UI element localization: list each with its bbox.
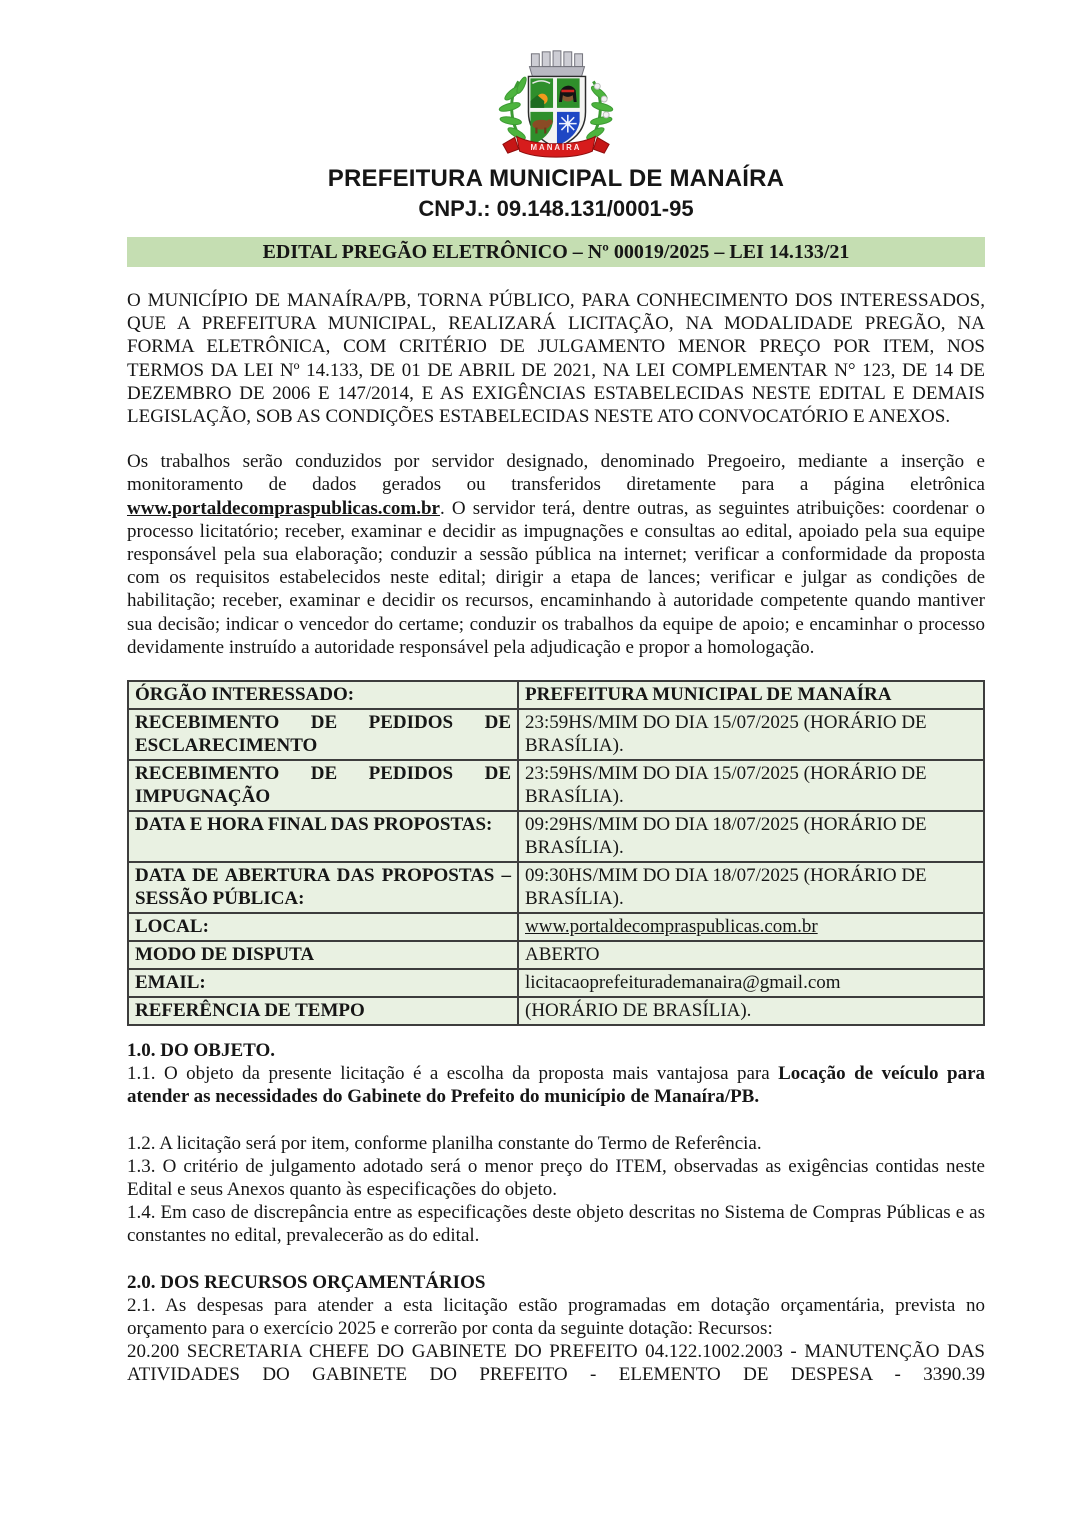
table-row-local — [128, 913, 984, 941]
portal-link[interactable]: www.portaldecompraspublicas.com.br — [127, 497, 440, 519]
table-row-esclarecimento — [128, 709, 984, 760]
row-value: 23:59HS/MIM DO DIA 15/07/2025 (HORÁRIO DE BRASÍLIA). — [518, 760, 984, 811]
table-row-modo-disputa — [128, 941, 984, 969]
table-row-hora-final — [128, 811, 984, 862]
crest-ribbon-text: MANAÍRA — [530, 143, 582, 153]
section-1-1-text: 1.1. O objeto da presente licitação é a escolha da proposta mais vantajosa para — [127, 1063, 779, 1085]
section-2-1-paragraph: 2.1. As despesas para atender a esta licitação estão programadas em dotação orçamentária, prevista no orçamento para o exercício 2025 e correrão por conta da seguinte dotação: Recursos: — [127, 1294, 985, 1340]
document-page — [127, 0, 985, 1387]
row-label: LOCAL: — [128, 913, 518, 941]
row-value: 09:29HS/MIM DO DIA 18/07/2025 (HORÁRIO DE BRASÍLIA). — [518, 811, 984, 862]
document-header — [127, 0, 985, 221]
section-1-3-paragraph: 1.3. O critério de julgamento adotado será o menor preço do ITEM, observadas as exigências contidas neste Edital e seus Anexos quanto às especificações do objeto. — [127, 1155, 985, 1201]
section-1-2-paragraph: 1.2. A licitação será por item, conforme planilha constante do Termo de Referência. — [127, 1132, 762, 1154]
edict-info-table — [127, 680, 985, 1026]
row-value: 09:30HS/MIM DO DIA 18/07/2025 (HORÁRIO DE BRASÍLIA). — [518, 862, 984, 913]
row-label: DATA E HORA FINAL DAS PROPOSTAS: — [128, 811, 518, 862]
row-value: 23:59HS/MIM DO DIA 15/07/2025 (HORÁRIO DE BRASÍLIA). — [518, 709, 984, 760]
conductor-paragraph — [127, 450, 985, 659]
edict-title-banner: EDITAL PREGÃO ELETRÔNICO – Nº 00019/2025 – LEI 14.133/21 — [127, 237, 985, 267]
row-label: MODO DE DISPUTA — [128, 941, 518, 969]
conductor-text-before: Os trabalhos serão conduzidos por servidor designado, denominado Pregoeiro, mediante a inserção e monitoramento de dados gerados ou transferidos diretamente para a página eletrônica — [127, 451, 985, 496]
section-1-4-paragraph: 1.4. Em caso de discrepância entre as especificações deste objeto descritas no Sistema de Compras Públicas e as constantes no edital, prevalecerão as do edital. — [127, 1202, 985, 1247]
local-portal-link[interactable]: www.portaldecompraspublicas.com.br — [525, 916, 818, 938]
row-label: EMAIL: — [128, 969, 518, 997]
email-value: licitacaoprefeiturademanaira@gmail.com — [518, 969, 984, 997]
section-1-heading: 1.0. DO OBJETO. — [127, 1040, 275, 1062]
row-label: ÓRGÃO INTERESSADO: — [128, 681, 518, 709]
manaira-coat-of-arms-icon — [476, 42, 636, 162]
table-row-abertura — [128, 862, 984, 913]
row-value: (HORÁRIO DE BRASÍLIA). — [518, 997, 984, 1025]
conductor-text-after: . O servidor terá, dentre outras, as seguintes atribuições: coordenar o processo licitatório; receber, examinar e decidir as impugnações e consultas ao edital, apoiado pela sua equipe responsável pela sua elaboração; conduzir a sessão pública na internet; verificar a conformidade da proposta com os requisitos estabelecidos neste edital; dirigir a etapa de lances; verificar e julgar as condições de habilitação; receber, examinar e decidir os recursos, encaminhando à autoridade competente quando mantiver sua decisão; indicar o vencedor do certame; conduzir os trabalhos da equipe de apoio; e encaminhar o processo devidamente instruído a autoridade responsável pela adjudicação e propor a homologação. — [127, 497, 985, 658]
table-row-impugnacao — [128, 760, 984, 811]
table-row-email — [128, 969, 984, 997]
organization-cnpj: CNPJ.: 09.148.131/0001-95 — [418, 196, 694, 221]
section-1-1-object: Locação de veículo para atender as necessidades do Gabinete do Prefeito do município de Manaíra/PB. — [127, 1063, 986, 1108]
row-value: PREFEITURA MUNICIPAL DE MANAÍRA — [518, 681, 984, 709]
section-2-heading: 2.0. DOS RECURSOS ORÇAMENTÁRIOS — [127, 1271, 486, 1293]
intro-paragraph: O MUNICÍPIO DE MANAÍRA/PB, TORNA PÚBLICO, PARA CONHECIMENTO DOS INTERESSADOS, QUE A PREFEITURA MUNICIPAL, REALIZARÁ LICITAÇÃO, NA MODALIDADE PREGÃO, NA FORMA ELETRÔNICA, COM CRITÉRIO DE JULGAMENTO MENOR PREÇO POR ITEM, NOS TERMOS DA LEI Nº 14.133, DE 01 DE ABRIL DE 2021, NA LEI COMPLEMENTAR N° 123, DE 14 DE DEZEMBRO DE 2006 E 147/2014, E AS EXIGÊNCIAS ESTABELECIDAS NESTE EDITAL E DEMAIS LEGISLAÇÃO, SOB AS CONDIÇÕES ESTABELECIDAS NESTE ATO CONVOCATÓRIO E ANEXOS. — [127, 290, 985, 428]
table-row-orgao — [128, 681, 984, 709]
row-label: DATA DE ABERTURA DAS PROPOSTAS – SESSÃO PÚBLICA: — [128, 862, 518, 913]
section-2-dotacao-paragraph: 20.200 SECRETARIA CHEFE DO GABINETE DO PREFEITO 04.122.1002.2003 - MANUTENÇÃO DAS ATIVIDADES DO GABINETE DO PREFEITO - ELEMENTO DE DESPESA - 3390.39 — [127, 1341, 985, 1386]
row-value: ABERTO — [518, 941, 984, 969]
row-label: RECEBIMENTO DE PEDIDOS DE ESCLARECIMENTO — [128, 709, 518, 760]
row-label: REFERÊNCIA DE TEMPO — [128, 997, 518, 1025]
row-label: RECEBIMENTO DE PEDIDOS DE IMPUGNAÇÃO — [128, 760, 518, 811]
table-row-referencia-tempo — [128, 997, 984, 1025]
organization-title: PREFEITURA MUNICIPAL DE MANAÍRA — [327, 165, 785, 192]
section-1-1-paragraph — [127, 1062, 985, 1108]
